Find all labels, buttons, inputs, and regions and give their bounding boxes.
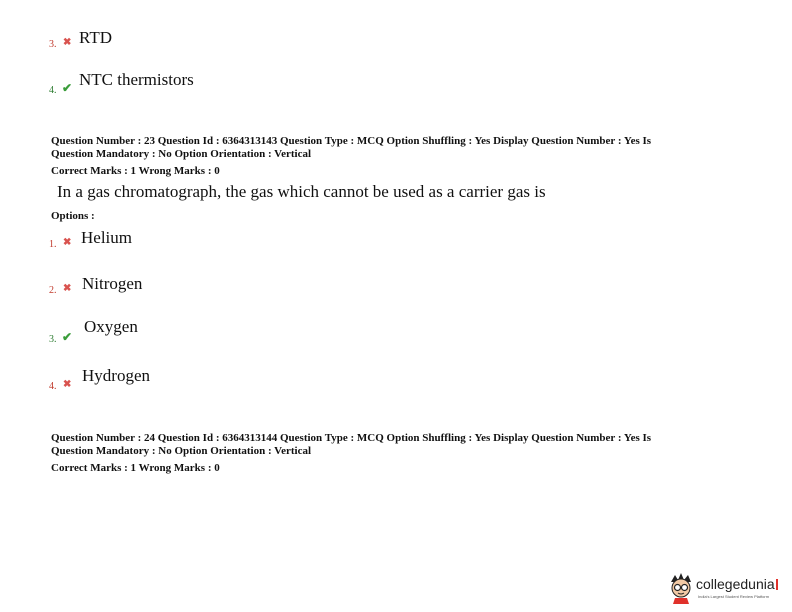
check-icon: ✔ [62, 330, 73, 344]
option-text: Helium [81, 228, 132, 247]
question-marks: Correct Marks : 1 Wrong Marks : 0 [51, 165, 220, 177]
option-text: Nitrogen [82, 274, 143, 293]
option-number: 3. [49, 39, 57, 50]
question-marks: Correct Marks : 1 Wrong Marks : 0 [51, 462, 220, 474]
question-meta-line: Question Mandatory : No Option Orientation : Vertical [51, 445, 312, 457]
option-text: RTD [79, 28, 112, 47]
question-meta [51, 135, 751, 178]
collegedunia-logo [668, 572, 786, 606]
option-number: 1. [49, 239, 57, 250]
cross-icon: ✖ [63, 237, 72, 248]
question-meta [51, 432, 751, 475]
cross-icon: ✖ [63, 379, 72, 390]
logo-accent-bar [776, 579, 778, 590]
option-text: Oxygen [84, 317, 138, 336]
option-number: 4. [49, 381, 57, 392]
question-meta-line: Question Mandatory : No Option Orientation : Vertical [51, 148, 312, 160]
option-text: Hydrogen [82, 366, 150, 385]
check-icon: ✔ [62, 81, 73, 95]
options-label: Options : [51, 210, 95, 222]
question-meta-line: Question Number : 24 Question Id : 6364313144 Question Type : MCQ Option Shuffling : Yes Display Question Number : Yes Is [51, 432, 652, 444]
option-text: NTC thermistors [79, 70, 194, 89]
question-text: In a gas chromatograph, the gas which cannot be used as a carrier gas is [57, 182, 546, 201]
mascot-icon [668, 572, 694, 604]
logo-name: collegedunia [696, 576, 775, 592]
question-meta-line: Question Number : 23 Question Id : 6364313143 Question Type : MCQ Option Shuffling : Yes Display Question Number : Yes Is [51, 135, 652, 147]
cross-icon: ✖ [63, 283, 72, 294]
option-number: 4. [49, 85, 57, 96]
option-number: 2. [49, 285, 57, 296]
option-number: 3. [49, 334, 57, 345]
cross-icon: ✖ [63, 37, 72, 48]
logo-tagline: India's Largest Student Review Platform [698, 594, 770, 599]
